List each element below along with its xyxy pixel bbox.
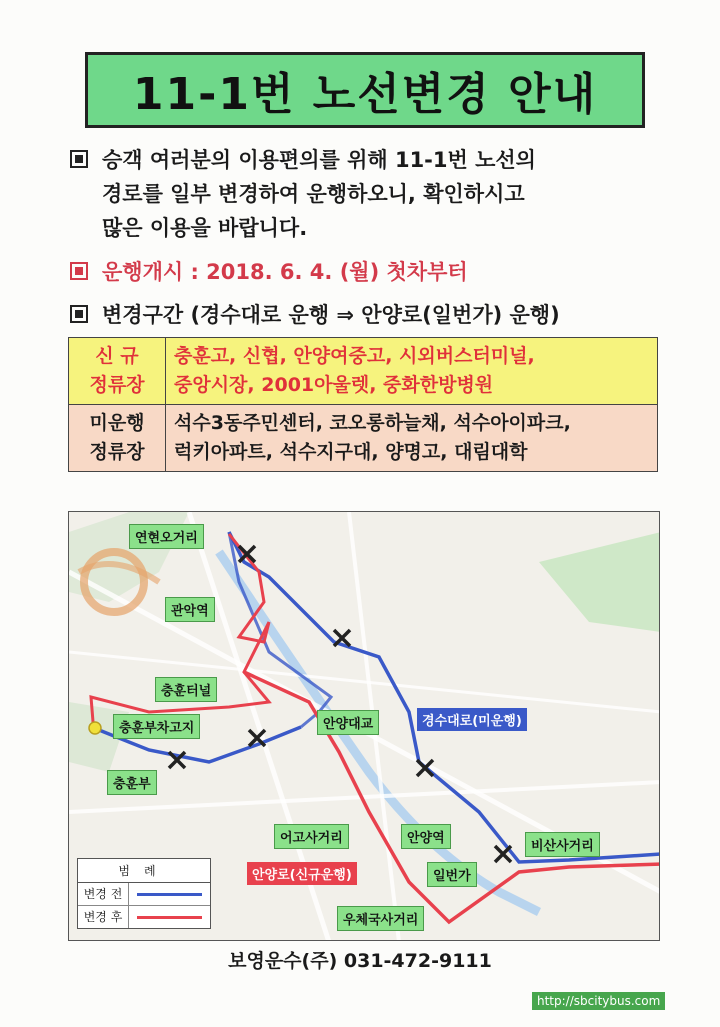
service-start — [70, 255, 468, 289]
skipped-stops-list — [166, 405, 658, 472]
place-gwanak: 관악역 — [165, 597, 215, 622]
place-anyang-station: 안양역 — [401, 824, 451, 849]
skip-stops-line-2: 럭키아파트, 석수지구대, 양명고, 대림대학 — [174, 441, 528, 463]
new-stops-label — [69, 338, 166, 405]
square-bullet-icon — [70, 262, 88, 280]
intro-paragraph — [70, 143, 670, 245]
place-post-office: 우체국사거리 — [337, 906, 424, 931]
place-chunghunbu: 충훈부 — [107, 770, 157, 795]
place-bisan: 비산사거리 — [525, 832, 600, 857]
place-ilbeonga: 일번가 — [427, 862, 477, 887]
change-section-text: 변경구간 (경수대로 운행 ⇒ 안양로(일번가) 운행) — [102, 303, 560, 327]
change-section — [70, 298, 560, 332]
new-label-line-2: 정류장 — [89, 374, 145, 396]
skipped-stops-label — [69, 405, 166, 472]
square-bullet-icon — [70, 305, 88, 323]
place-yeonhyeon: 연현오거리 — [129, 524, 204, 549]
new-label-line-1: 신 규 — [95, 345, 139, 367]
place-anyangro: 안양로(신규운행) — [247, 862, 357, 885]
new-stops-line-1: 충훈고, 신협, 안양여중고, 시외버스터미널, — [174, 345, 535, 367]
place-gyeongsu: 경수대로(미운행) — [417, 708, 527, 731]
skip-label-line-1: 미운행 — [89, 412, 145, 434]
page-title: 11-1번 노선변경 안내 — [132, 69, 598, 120]
new-stops-line-2: 중앙시장, 2001아울렛, 중화한방병원 — [174, 374, 494, 396]
skip-label-line-2: 정류장 — [89, 441, 145, 463]
skip-stops-line-1: 석수3동주민센터, 코오롱하늘채, 석수아이파크, — [174, 412, 571, 434]
route-map — [68, 511, 660, 941]
place-eogo: 어고사거리 — [274, 824, 349, 849]
place-anyang-bridge: 안양대교 — [317, 710, 379, 735]
legend-after-line — [137, 916, 202, 919]
legend-before-line — [137, 893, 202, 896]
square-bullet-icon — [70, 150, 88, 168]
service-start-text: 운행개시 : 2018. 6. 4. (월) 첫차부터 — [102, 260, 468, 284]
intro-line-2: 경로를 일부 변경하여 운행하오니, 확인하시고 — [102, 182, 525, 206]
map-legend — [77, 858, 211, 929]
legend-after-row — [78, 906, 210, 928]
place-chunghun-tunnel: 충훈터널 — [155, 677, 217, 702]
website-link[interactable]: http://sbcitybus.com — [532, 992, 665, 1010]
new-stops-list — [166, 338, 658, 405]
place-chunghun-depot: 충훈부차고지 — [113, 714, 200, 739]
intro-line-1: 승객 여러분의 이용편의를 위해 11-1번 노선의 — [102, 148, 536, 172]
company-contact: 보영운수(주) 031-472-9111 — [228, 950, 492, 972]
new-stops-row — [69, 338, 658, 405]
legend-after-label: 변경 후 — [78, 906, 129, 928]
legend-before-row — [78, 883, 210, 906]
legend-before-label: 변경 전 — [78, 883, 129, 905]
intro-line-3: 많은 이용을 바랍니다. — [102, 216, 308, 240]
stops-table — [68, 337, 658, 472]
skipped-stops-row — [69, 405, 658, 472]
depot-marker-icon — [89, 722, 101, 734]
title-banner — [85, 52, 645, 128]
legend-title: 범례 — [78, 859, 210, 883]
